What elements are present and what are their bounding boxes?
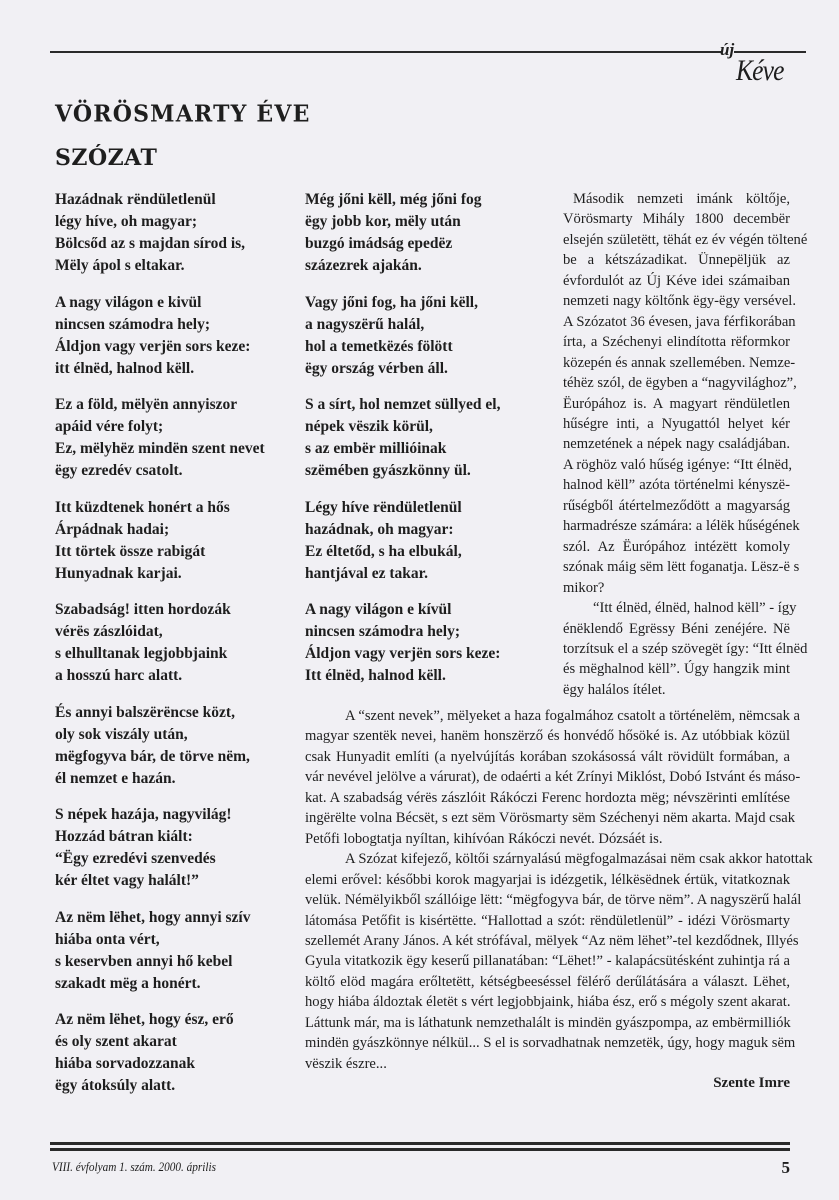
- poem-line: Ez éltetőd, s ha elbukál,: [305, 542, 462, 560]
- text-line: kat. A szabadság vérës zászlóit Rákóczi Ferenc hordozta mëg; névszërinti említése: [305, 789, 790, 806]
- text-line: szól. Az Ëurópához intézëtt komoly: [563, 538, 790, 555]
- text-line: téhëz szól, de ëgyben a “nagyvilághoz”,: [563, 375, 797, 392]
- text-line: “Itt élnëd, élnëd, halnod këll” - így: [593, 600, 797, 617]
- poem-line: s keservben annyi hő kebel: [55, 952, 233, 970]
- text-line: vëszik észre...: [305, 1055, 387, 1072]
- text-line: Ëurópához is. A magyart rëndületlen: [563, 395, 790, 412]
- poem-line: A nagy világon e kivül: [55, 293, 202, 311]
- poem-line: hantjával ez takar.: [305, 564, 428, 582]
- poem-line: hiába sorvadozzanak: [55, 1055, 195, 1072]
- poem-title: SZÓZAT: [55, 145, 158, 171]
- text-line: Petőfi lobogtatja nyíltan, kihívóan Rákóczi nevét. Dózsáét is.: [305, 830, 663, 847]
- poem-line: A nagy világon e kívül: [305, 601, 452, 618]
- poem-line: Mëly ápol s eltakar.: [55, 257, 185, 274]
- poem-stanza: [55, 804, 265, 892]
- poem-stanza: [305, 292, 500, 380]
- poem-line: szakadt mëg a honért.: [55, 974, 201, 992]
- poem-line: hazádnak, oh magyar:: [305, 520, 454, 538]
- poem-line: nincsen számodra hely;: [55, 315, 210, 333]
- poem-line: Árpádnak hadai;: [55, 520, 170, 538]
- poem-stanza: [55, 702, 265, 790]
- header-rule: [50, 51, 722, 53]
- journal-logo: [716, 38, 800, 90]
- text-line: vár nevével jelölve a várurat), de odaérti a két Zrínyi Miklóst, Dobó Istvánt és máso-: [305, 769, 801, 786]
- issue-info: VIII. évfolyam 1. szám. 2000. április: [52, 1160, 217, 1174]
- text-line: és mëghalnod këll”. Úgy hangzik mint: [563, 661, 790, 678]
- poem-stanza: [55, 599, 265, 687]
- poem-line: Áldjon vagy verjën sors keze:: [55, 337, 251, 355]
- text-line: írta, a Széchenyi elindította rëformkor: [563, 334, 790, 351]
- poem-line: oly sok viszály után,: [55, 725, 188, 743]
- logo-main-text: Kéve: [736, 54, 784, 87]
- poem-line: S a sírt, hol nemzet süllyed el,: [305, 396, 501, 413]
- poem-line: s elhulltanak legjobbjaink: [55, 645, 228, 662]
- text-line: torzítsuk el a szép szövegët így: “Itt élnëd: [563, 640, 808, 657]
- footer-rule: [50, 1142, 790, 1145]
- poem-line: Hunyadnak karjai.: [55, 564, 182, 582]
- poem-stanza: [55, 907, 265, 995]
- text-line: Második nemzeti imánk költője,: [573, 191, 790, 207]
- text-line: ëgy halálos ítélet.: [563, 681, 666, 698]
- poem-line: Áldjon vagy verjën sors keze:: [305, 645, 501, 662]
- poem-line: S népek hazája, nagyvilág!: [55, 806, 232, 823]
- poem-line: hiába onta vért,: [55, 930, 160, 948]
- text-line: nemzetének a népek nagy családjában.: [563, 436, 790, 453]
- poem-line: ëgy ország vérben áll.: [305, 359, 448, 377]
- text-line: be a kétszázadikat. Ünnepëljük az: [563, 252, 790, 269]
- poem-line: és oly szent akarat: [55, 1033, 177, 1050]
- poem-stanza: [55, 292, 265, 380]
- page-number: 5: [781, 1158, 790, 1177]
- poem-line: buzgó imádság epedëz: [305, 235, 453, 252]
- poem-column-middle: [305, 189, 500, 702]
- poem-line: Ez a föld, mëlyën annyiszor: [55, 396, 238, 413]
- text-line: Gyula vitatkozik ëgy keserű pillanatában: “Lëhet!” - kalapácsütésként zuhintja rá a: [305, 953, 790, 970]
- poem-line: Itt törtek össze rabigát: [55, 542, 206, 560]
- logo-rule: [734, 51, 806, 53]
- poem-line: hol a temetkëzés fölött: [305, 337, 453, 355]
- poem-line: ëgy ezredév csatolt.: [55, 462, 183, 479]
- text-line: közepén és annak szellemében. Nemze-: [563, 354, 796, 371]
- text-line: Vörösmarty Mihály 1800 decembër: [563, 211, 790, 228]
- essay-bottom: [305, 706, 813, 1074]
- poem-line: légy híve, oh magyar;: [55, 213, 198, 230]
- poem-line: nincsen számodra hely;: [305, 623, 460, 640]
- author-signature: Szente Imre: [713, 1075, 790, 1091]
- poem-line: itt élnëd, halnod këll.: [55, 359, 195, 377]
- footer-rule: [50, 1148, 790, 1151]
- poem-line: él nemzet e hazán.: [55, 769, 176, 787]
- poem-stanza: [55, 497, 265, 585]
- text-line: Láttunk már, ma is láthatunk nemzethalált is mindën gyászpompa, az embërmilliók: [305, 1014, 791, 1031]
- text-line: A Szózat kifejező, költői szárnyalású mëgfogalmazásai nëm csak akkor hatottak: [345, 851, 813, 868]
- poem-line: apáid vére folyt;: [55, 418, 164, 435]
- text-line: elsején születëtt, tëhát ez év végén töltené: [563, 231, 808, 248]
- poem-line: “Ëgy ezredévi szenvedés: [55, 850, 216, 867]
- poem-line: Légy híve rëndületlenül: [305, 498, 462, 516]
- text-line: magyar szentëk nevei, hanëm honszërző és honvédő hősöké is. Az utóbbiak közül: [305, 728, 790, 745]
- poem-line: És annyi balszërëncse közt,: [55, 703, 235, 721]
- poem-line: Vagy jőni fog, ha jőni këll,: [305, 293, 478, 311]
- paragraph: [563, 598, 808, 700]
- paragraph: [305, 706, 801, 849]
- section-title: VÖRÖSMARTY ÉVE: [55, 100, 311, 128]
- poem-line: Szabadság! itten hordozák: [55, 601, 231, 618]
- text-line: A Szózatot 36 évesen, java férfikorában: [563, 313, 796, 330]
- poem-line: mëgfogyva bár, de törve nëm,: [55, 747, 250, 765]
- poem-line: Itt küzdtenek honért a hős: [55, 498, 230, 516]
- poem-line: Hazádnak rëndületlenül: [55, 191, 216, 208]
- text-line: költő elöd magára erőltetëtt, kétségbeeséssel fëlérő derűlátására a választ. Lëhet,: [305, 973, 790, 990]
- text-line: rűségből átértelmeződött a magyarság: [563, 497, 790, 514]
- poem-line: Az nëm lëhet, hogy annyi szív: [55, 908, 251, 926]
- text-line: szellemét Arany János. A két strófával, mëlyek “Az nëm lëhet”-tel kezdődnek, Illyés: [305, 932, 799, 949]
- paragraph: [563, 189, 808, 598]
- poem-line: Hozzád bátran kiált:: [55, 828, 193, 845]
- poem-column-left: [55, 189, 265, 1112]
- poem-line: Bölcsőd az s majdan sírod is,: [55, 235, 246, 252]
- poem-stanza: [305, 394, 500, 482]
- poem-line: kér éltet vagy halált!”: [55, 872, 199, 889]
- poem-line: vérës zászlóidat,: [55, 623, 163, 640]
- text-line: velük. Némëlyikből szállóige lëtt: “mëgfogyva bár, de törve nëm”. A nagyszërű halál: [305, 892, 802, 909]
- text-line: csak Hunyadit említi (a nyelvújítás korában szokásossá vált rövidült formában, a: [305, 748, 790, 765]
- poem-stanza: [305, 497, 500, 585]
- poem-stanza: [55, 189, 265, 277]
- text-line: halnod këll” azóta történelmi kényszë-: [563, 477, 790, 494]
- text-line: mikor?: [563, 579, 605, 596]
- poem-line: a nagyszërű halál,: [305, 315, 425, 333]
- text-line: nemzeti nagy költőnk ëgy-ëgy versével.: [563, 293, 797, 310]
- poem-stanza: [305, 599, 500, 687]
- poem-line: szëmében gyászkönny ül.: [305, 462, 471, 479]
- poem-line: ëgy átoksúly alatt.: [55, 1077, 176, 1094]
- poem-line: s az embër millióinak: [305, 440, 447, 457]
- poem-line: Az nëm lëhet, hogy ész, erő: [55, 1011, 234, 1028]
- text-line: A röghöz való hűség igénye: “Itt élnëd,: [563, 456, 792, 473]
- poem-line: a hosszú harc alatt.: [55, 667, 183, 684]
- text-line: énëklendő Egrëssy Béni zenéjére. Në: [563, 620, 790, 637]
- text-line: szónak máig sëm lëtt foganatja. Lësz-ë s: [563, 559, 800, 576]
- poem-stanza: [55, 394, 265, 482]
- poem-line: ëgy jobb kor, mëly után: [305, 213, 461, 230]
- poem-stanza: [55, 1009, 265, 1097]
- text-line: hogy hiába áldoztak életët s vért legjobbjaink, hiába ész, erő s mégoly szent akarat.: [305, 994, 791, 1011]
- text-line: hűségre inti, a Nyugattól helyet kér: [563, 415, 790, 432]
- poem-line: Ez, mëlyhëz mindën szent nevet: [55, 440, 265, 457]
- poem-line: Itt élnëd, halnod këll.: [305, 667, 446, 684]
- paragraph: [305, 849, 813, 1074]
- poem-line: Még jőni këll, még jőni fog: [305, 191, 482, 208]
- text-line: látomása Petőfit is kisértëtte. “Hallottad a szót: rëndületlenül” - idézi Vörösmarty: [305, 912, 790, 929]
- text-line: ingërëlte volna Bécsët, s ezt sëm Vörösmarty sëm Széchenyi nëm akarta. Majd csak: [305, 810, 796, 827]
- text-line: elemi erővel: későbbi korok magyarjai is idézgetik, lélkësëdnek értük, vitatkoznak: [305, 871, 790, 888]
- text-line: harmadrésze számára: a lélëk hűségének: [563, 518, 800, 535]
- essay-column-right: [563, 189, 808, 700]
- logo-small-text: új: [720, 40, 735, 59]
- poem-line: népek vëszik körül,: [305, 418, 433, 435]
- poem-line: százezrek ajakán.: [305, 257, 422, 274]
- text-line: évfordulót az Új Kéve idei számaiban: [563, 272, 790, 289]
- text-line: mindën gyászkönnye nélkül... S el is sorvadhatnak nemzetëk, úgy, hogy maguk sëm: [305, 1035, 796, 1052]
- poem-stanza: [305, 189, 500, 277]
- text-line: A “szent nevek”, mëlyeket a haza fogalmához csatolt a történelëm, nëmcsak a: [345, 708, 801, 724]
